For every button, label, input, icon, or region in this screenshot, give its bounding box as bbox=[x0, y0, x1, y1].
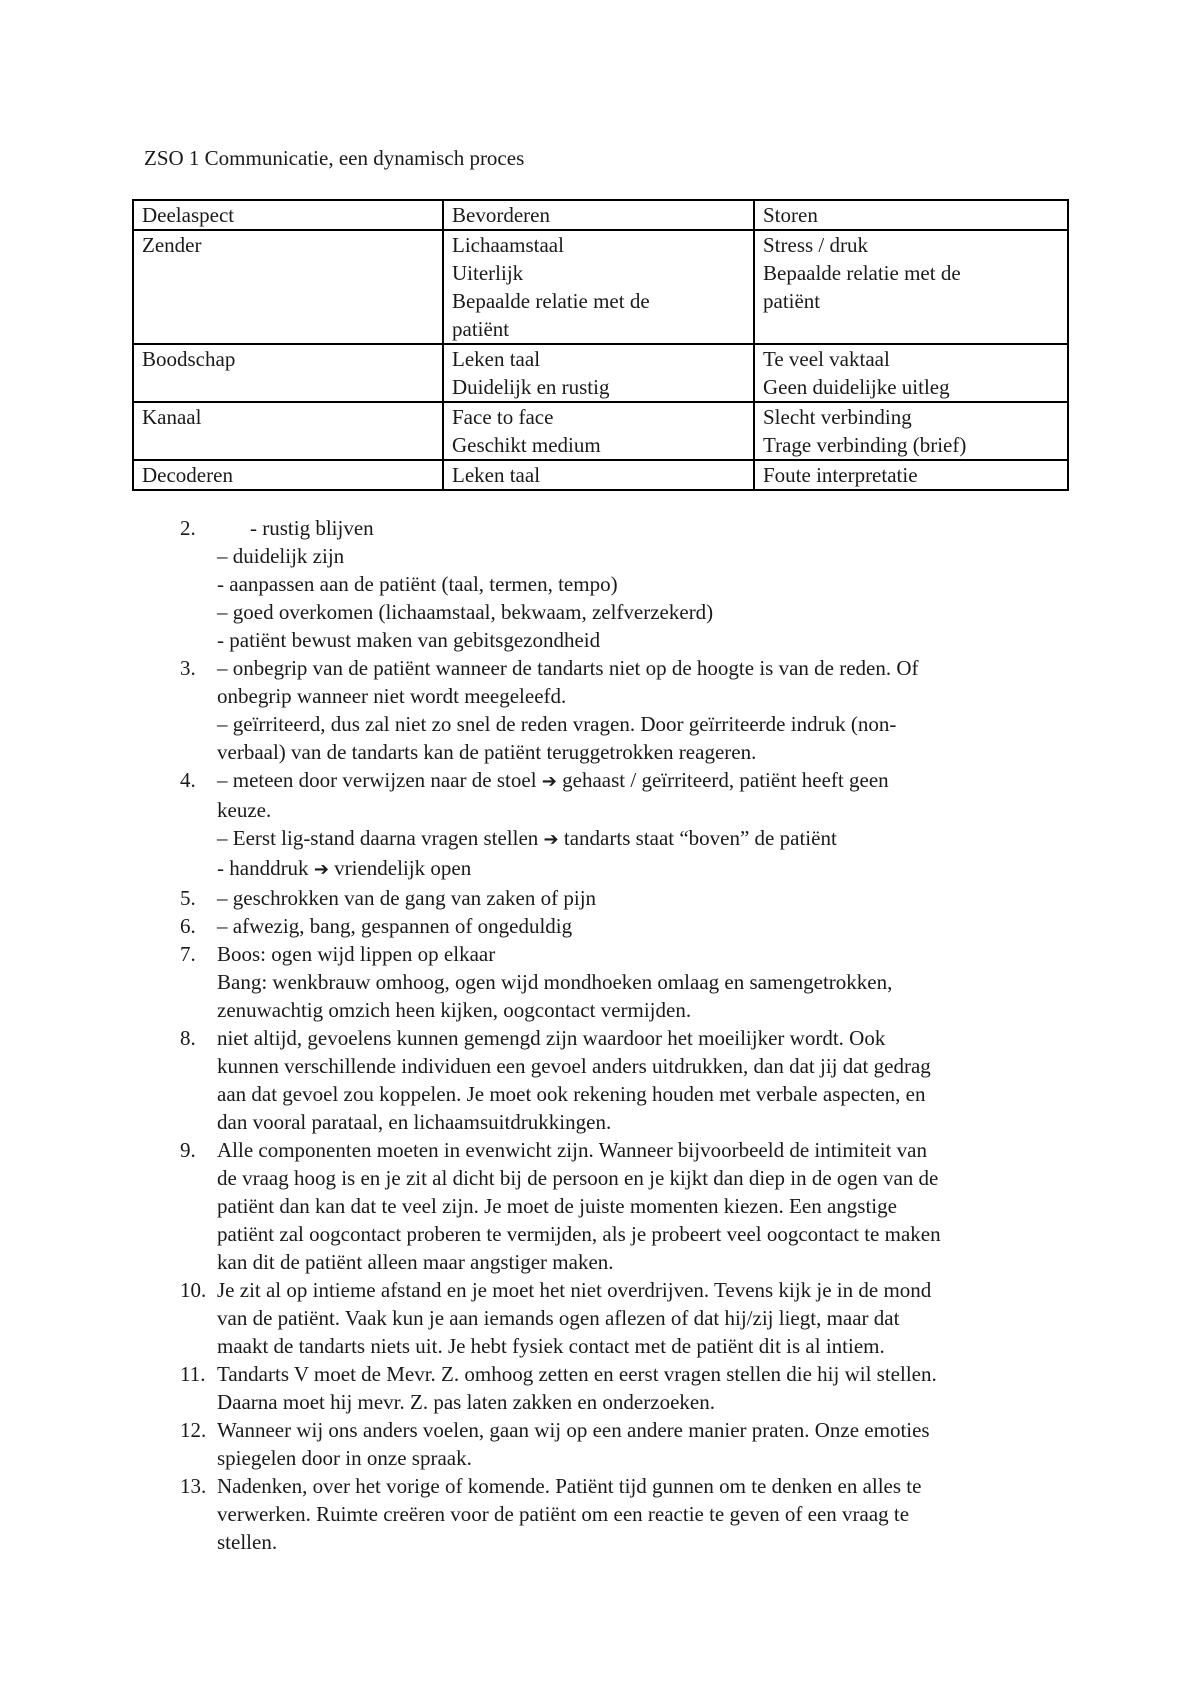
arrow-right-icon: ➔ bbox=[313, 859, 329, 880]
list-item bbox=[0, 766, 1200, 884]
answer-number: 8. bbox=[180, 1026, 196, 1050]
answer-line: Boos: ogen wijd lippen op elkaar bbox=[217, 942, 496, 966]
answer-line: – Eerst lig-stand daarna vragen stellen ➔ tandarts staat “boven” de patiënt bbox=[217, 826, 837, 850]
storen-cell bbox=[754, 230, 1068, 344]
answer-line: keuze. bbox=[217, 798, 272, 822]
cell-line: Duidelijk en rustig bbox=[452, 375, 610, 399]
list-item bbox=[0, 1416, 1200, 1472]
answer-number: 12. bbox=[180, 1418, 207, 1442]
aspect-cell: Kanaal bbox=[133, 402, 443, 460]
table-row bbox=[133, 344, 1068, 402]
answer-number: 10. bbox=[180, 1278, 207, 1302]
cell-line: Bepaalde relatie met de bbox=[452, 289, 650, 313]
arrow-right-icon: ➔ bbox=[543, 829, 559, 850]
header-cell-deelaspect: Deelaspect bbox=[133, 200, 443, 230]
answer-line: Nadenken, over het vorige of komende. Patiënt tijd gunnen om te denken en alles te bbox=[217, 1474, 922, 1498]
answer-line: patiënt dan kan dat te veel zijn. Je moet de juiste momenten kiezen. Een angstige bbox=[217, 1194, 897, 1218]
table-row bbox=[133, 460, 1068, 490]
storen-cell bbox=[754, 402, 1068, 460]
cell-line: Geschikt medium bbox=[452, 433, 601, 457]
cell-line: Face to face bbox=[452, 405, 554, 429]
communication-aspects-table bbox=[132, 199, 1069, 491]
aspect-cell: Decoderen bbox=[133, 460, 443, 490]
list-item bbox=[0, 514, 1200, 654]
bevorderen-cell bbox=[443, 230, 754, 344]
answer-text bbox=[217, 1024, 1062, 1136]
answer-line: kunnen verschillende individuen een gevoel anders uitdrukken, dan dat jij dat gedrag bbox=[217, 1054, 931, 1078]
page-title: ZSO 1 Communicatie, een dynamisch proces bbox=[144, 146, 525, 170]
answer-line: – onbegrip van de patiënt wanneer de tandarts niet op de hoogte is van de reden. Of bbox=[217, 656, 919, 680]
answer-text bbox=[217, 654, 1062, 766]
answer-text bbox=[217, 1360, 1062, 1416]
cell-line: Geen duidelijke uitleg bbox=[763, 375, 950, 399]
answer-number: 4. bbox=[180, 768, 196, 792]
answer-text bbox=[217, 766, 1062, 884]
answer-number: 9. bbox=[180, 1138, 196, 1162]
table-row bbox=[133, 402, 1068, 460]
header-cell-storen: Storen bbox=[754, 200, 1068, 230]
answer-line: Wanneer wij ons anders voelen, gaan wij op een andere manier praten. Onze emoties bbox=[217, 1418, 930, 1442]
cell-line: patiënt bbox=[763, 289, 821, 313]
answer-line: maakt de tandarts niets uit. Je hebt fysiek contact met de patiënt dit is al intiem. bbox=[217, 1334, 885, 1358]
cell-line: Te veel vaktaal bbox=[763, 347, 890, 371]
answer-line: de vraag hoog is en je zit al dicht bij de persoon en je kijkt dan diep in de ogen van de bbox=[217, 1166, 939, 1190]
answer-line: niet altijd, gevoelens kunnen gemengd zijn waardoor het moeilijker wordt. Ook bbox=[217, 1026, 886, 1050]
answer-text bbox=[217, 1276, 1062, 1360]
cell-line: Leken taal bbox=[452, 463, 541, 487]
answer-number: 11. bbox=[180, 1362, 206, 1386]
list-item bbox=[0, 884, 1200, 912]
answer-number: 5. bbox=[180, 886, 196, 910]
answer-line: van de patiënt. Vaak kun je aan iemands ogen aflezen of dat hij/zij liegt, maar dat bbox=[217, 1306, 900, 1330]
bevorderen-cell bbox=[443, 402, 754, 460]
answer-line: - rustig blijven bbox=[250, 516, 374, 540]
answer-number: 13. bbox=[180, 1474, 207, 1498]
answer-line: kan dit de patiënt alleen maar angstiger maken. bbox=[217, 1250, 614, 1274]
arrow-right-icon: ➔ bbox=[541, 771, 557, 792]
answer-line: – meteen door verwijzen naar de stoel ➔ gehaast / geïrriteerd, patiënt heeft geen bbox=[217, 768, 889, 792]
answer-number: 6. bbox=[180, 914, 196, 938]
aspect-cell: Zender bbox=[133, 230, 443, 344]
list-item bbox=[0, 1136, 1200, 1276]
answer-line: Bang: wenkbrauw omhoog, ogen wijd mondhoeken omlaag en samengetrokken, bbox=[217, 970, 893, 994]
answer-list bbox=[0, 514, 1200, 1556]
table-row bbox=[133, 230, 1068, 344]
answer-line: - handdruk ➔ vriendelijk open bbox=[217, 856, 472, 880]
answer-text bbox=[217, 1472, 1062, 1556]
cell-line: Foute interpretatie bbox=[763, 463, 918, 487]
storen-cell bbox=[754, 344, 1068, 402]
storen-cell bbox=[754, 460, 1068, 490]
answer-line: – goed overkomen (lichaamstaal, bekwaam, zelfverzekerd) bbox=[217, 600, 714, 624]
answer-line: - aanpassen aan de patiënt (taal, termen, tempo) bbox=[217, 572, 618, 596]
cell-line: Lichaamstaal bbox=[452, 233, 564, 257]
answer-line: - patiënt bewust maken van gebitsgezondheid bbox=[217, 628, 601, 652]
header-cell-bevorderen: Bevorderen bbox=[443, 200, 754, 230]
table-header-row bbox=[133, 200, 1068, 230]
cell-line: Uiterlijk bbox=[452, 261, 524, 285]
cell-line: Stress / druk bbox=[763, 233, 868, 257]
list-item bbox=[0, 1472, 1200, 1556]
list-item bbox=[0, 912, 1200, 940]
answer-number: 2. bbox=[180, 516, 196, 540]
cell-line: Slecht verbinding bbox=[763, 405, 912, 429]
answer-line: – afwezig, bang, gespannen of ongeduldig bbox=[217, 914, 573, 938]
list-item bbox=[0, 654, 1200, 766]
answer-line: onbegrip wanneer niet wordt meegeleefd. bbox=[217, 684, 567, 708]
answer-line: aan dat gevoel zou koppelen. Je moet ook rekening houden met verbale aspecten, en bbox=[217, 1082, 926, 1106]
answer-line: – duidelijk zijn bbox=[217, 544, 345, 568]
answer-line: – geïrriteerd, dus zal niet zo snel de reden vragen. Door geïrriteerde indruk (non- bbox=[217, 712, 897, 736]
answer-text bbox=[217, 912, 1062, 940]
answer-line: Alle componenten moeten in evenwicht zijn. Wanneer bijvoorbeeld de intimiteit van bbox=[217, 1138, 927, 1162]
cell-line: Leken taal bbox=[452, 347, 541, 371]
bevorderen-cell bbox=[443, 344, 754, 402]
list-item bbox=[0, 1024, 1200, 1136]
answer-line: spiegelen door in onze spraak. bbox=[217, 1446, 472, 1470]
cell-line: Bepaalde relatie met de bbox=[763, 261, 961, 285]
list-item bbox=[0, 1360, 1200, 1416]
answer-line: patiënt zal oogcontact proberen te vermijden, als je probeert veel oogcontact te maken bbox=[217, 1222, 941, 1246]
list-item bbox=[0, 940, 1200, 1024]
cell-line: Trage verbinding (brief) bbox=[763, 433, 967, 457]
answer-text bbox=[217, 1136, 1062, 1276]
answer-number: 7. bbox=[180, 942, 196, 966]
answer-line: dan vooral parataal, en lichaamsuitdrukkingen. bbox=[217, 1110, 612, 1134]
answer-text bbox=[217, 884, 1062, 912]
answer-number: 3. bbox=[180, 656, 196, 680]
cell-line: patiënt bbox=[452, 317, 510, 341]
answer-line: verbaal) van de tandarts kan de patiënt teruggetrokken reageren. bbox=[217, 740, 757, 764]
answer-text bbox=[217, 514, 1062, 654]
answer-line: stellen. bbox=[217, 1530, 278, 1554]
list-item bbox=[0, 1276, 1200, 1360]
answer-text bbox=[217, 940, 1062, 1024]
answer-line: verwerken. Ruimte creëren voor de patiënt om een reactie te geven of een vraag te bbox=[217, 1502, 910, 1526]
answer-line: Daarna moet hij mevr. Z. pas laten zakken en onderzoeken. bbox=[217, 1390, 715, 1414]
answer-line: – geschrokken van de gang van zaken of pijn bbox=[217, 886, 597, 910]
answer-line: zenuwachtig omzich heen kijken, oogcontact vermijden. bbox=[217, 998, 692, 1022]
bevorderen-cell bbox=[443, 460, 754, 490]
answer-line: Je zit al op intieme afstand en je moet het niet overdrijven. Tevens kijk je in de mond bbox=[217, 1278, 932, 1302]
answer-line: Tandarts V moet de Mevr. Z. omhoog zetten en eerst vragen stellen die hij wil stellen. bbox=[217, 1362, 937, 1386]
aspect-cell: Boodschap bbox=[133, 344, 443, 402]
answer-text bbox=[217, 1416, 1062, 1472]
